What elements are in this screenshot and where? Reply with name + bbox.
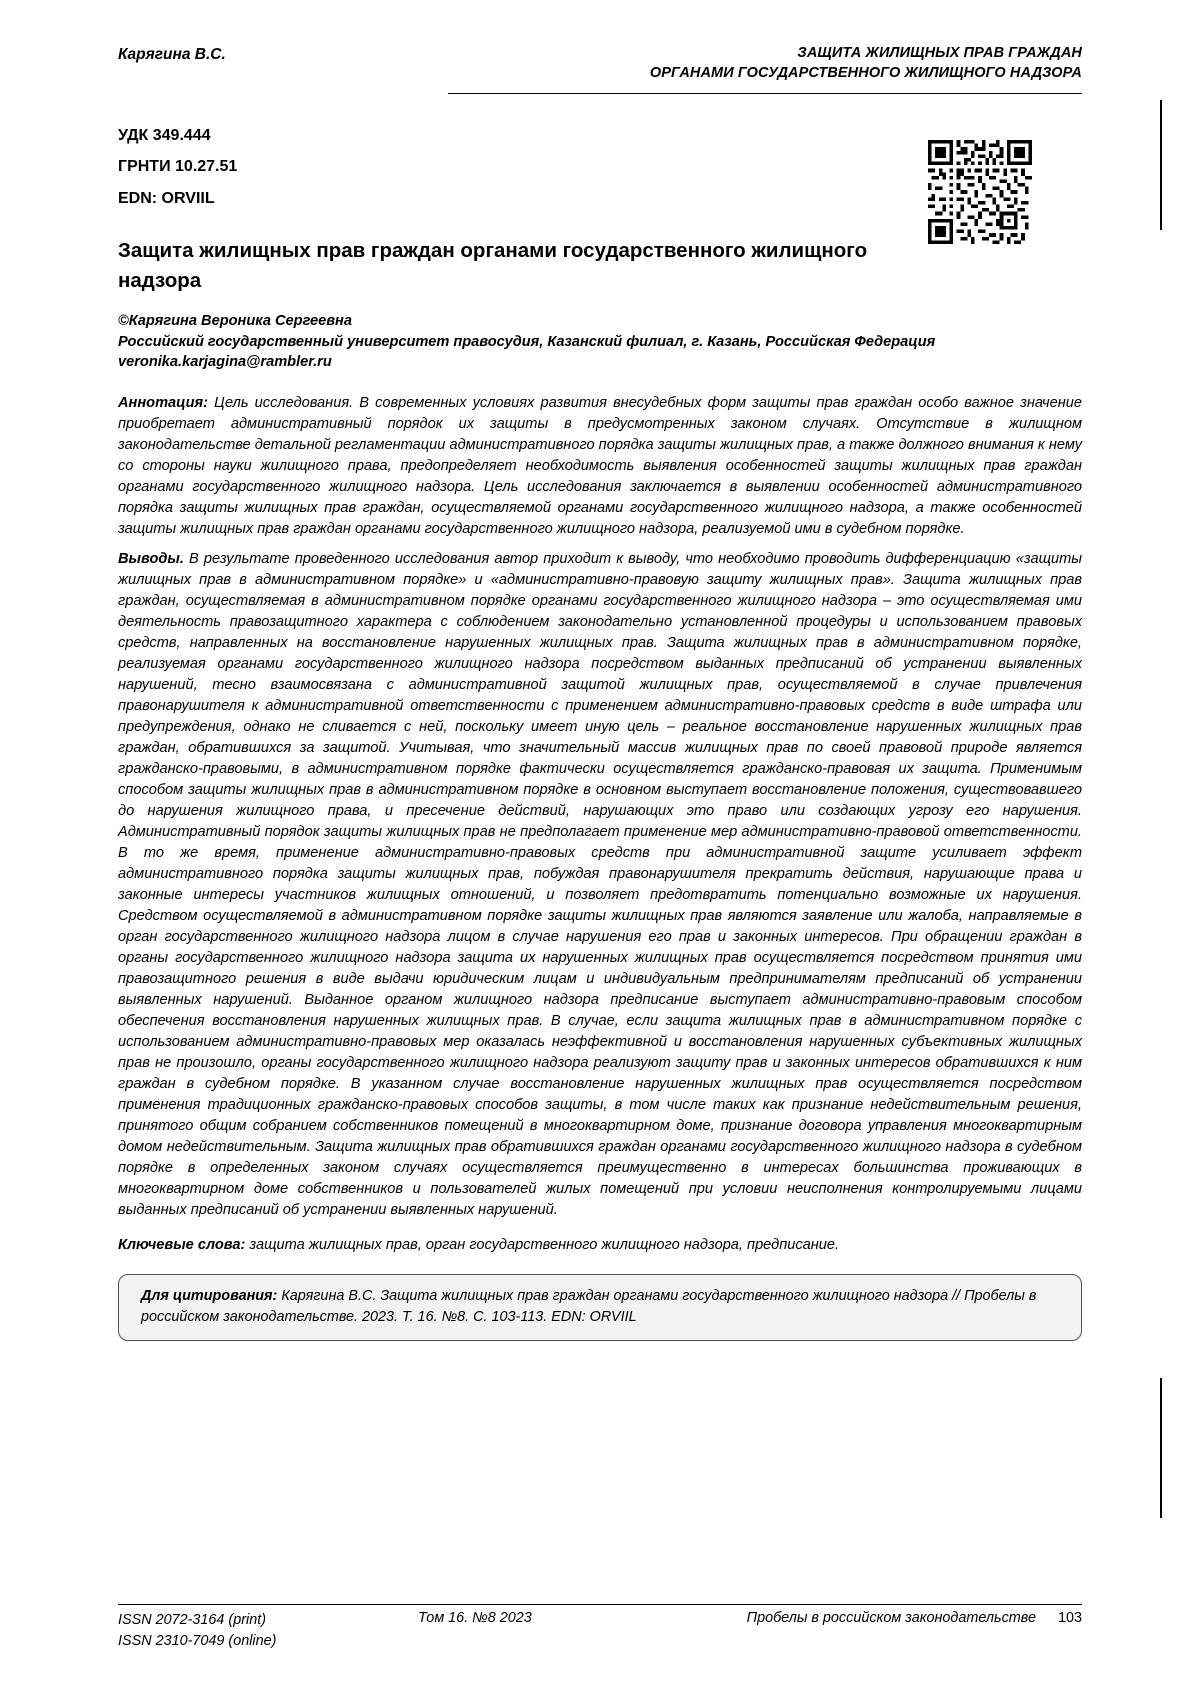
running-head-title-line2: ОРГАНАМИ ГОСУДАРСТВЕННОГО ЖИЛИЩНОГО НАДЗОРА — [649, 64, 1082, 81]
header-divider — [448, 93, 1082, 94]
running-head — [118, 44, 1082, 83]
abstract-paragraph-conclusions — [118, 549, 1082, 1221]
author-block — [118, 311, 1082, 373]
running-head-author: Карягина В.С. — [118, 46, 226, 63]
footer-divider — [118, 1604, 1082, 1605]
issn-print: ISSN 2072-3164 (print) — [118, 1611, 266, 1628]
page-footer — [118, 1610, 1082, 1653]
qr-code[interactable] — [928, 140, 1032, 244]
author-email[interactable]: veronika.karjagina@rambler.ru — [118, 354, 332, 371]
issn-online: ISSN 2310-7049 (online) — [118, 1633, 277, 1650]
abstract-label-purpose: Аннотация: — [118, 395, 208, 412]
author-affiliation: Российский государственный университет правосудия, Казанский филиал, г. Казань, Российская Федерация — [118, 333, 936, 350]
abstract-text-conclusions: В результате проведенного исследования автор приходит к выводу, что необходимо проводить дифференциацию «защиты жилищных прав в административном порядке» и «административно-правовую защиту жилищных прав». Защита жилищных прав граждан, осуществляемая в административном порядке органами государственного жилищного надзора – это осуществляемая ими деятельность правозащитного характера с соблюдением законодательно установленной процедуры и использованием правовых средств, направленных на восстановление нарушенных жилищных прав. Защита жилищных прав в административном порядке, реализуемая органами государственного жилищного надзора посредством выданных предписаний об устранении выявленных нарушений, тесно взаимосвязана с административной защитой жилищных прав, осуществляемой в случае привлечения правонарушителя к административной ответственности с применением административно-правовых средств в виде штрафа или предупреждения, однако не сливается с ней, поскольку имеет иную цель – реальное восстановление нарушенных жилищных прав граждан, обратившихся за защитой. Учитывая, что значительный массив жилищных прав по своей правовой природе является гражданско-правовыми, в административном порядке фактически осуществляется гражданско-правовая их защита. Применимым способом защиты жилищных прав в административном порядке в основном выступает восстановление положения, существовавшего до нарушения жилищного права, и пресечение действий, нарушающих это право или создающих угрозу его нарушения. Административный порядок защиты жилищных прав не предполагает применение мер административно-правовой ответственности. В то же время, применение административно-правовых средств при административной защите усиливает эффект административного порядка защиты жилищных прав, побуждая правонарушителя прекратить действия, нарушающие права и законные интересы участников жилищных отношений, и позволяет предотвратить потенциально возможные их нарушения. Средством осуществляемой в административном порядке защиты жилищных прав являются заявление или жалоба, направляемые в орган государственного жилищного надзора лицом в случае нарушения его прав и законных интересов. При обращении граждан в органы государственного жилищного надзора защита их нарушенных жилищных прав осуществляется посредством принятия ими правозащитного решения в виде выдачи юридическим лицам и индивидуальным предпринимателям предписаний об устранении выявленных нарушений. Выданное органом жилищного надзора предписание выступает административно-правовым способом обеспечения восстановления нарушенных жилищных прав. В случае, если защита жилищных прав в административном порядке с использованием административно-правовых мер оказалась неэффективной и восстановления нарушенных субъективных жилищных прав не произошло, органы государственного жилищного надзора реализуют защиту прав и законных интересов обратившихся к ним граждан в судебном порядке. В указанном случае восстановление нарушенных жилищных прав осуществляется посредством применения традиционных гражданско-правовых способов защиты, в том числе таких как признание недействительным решения, принятого общим собранием собственников помещений в многоквартирном доме, признание договора управления многоквартирным домом недействительным. Защита жилищных прав обратившихся граждан органами государственного жилищного надзора в судебном порядке в определенных законом случаях осуществляется преимущественно в интересах большинства проживающих в многоквартирном доме собственников и пользователей жилых помещений при условии неисполнения контролируемыми лицами выданных предписаний об устранении выявленных нарушений. — [118, 551, 1082, 1219]
author-name: ©Карягина Вероника Сергеевна — [118, 312, 352, 329]
citation-box — [118, 1274, 1082, 1341]
footer-journal-title: Пробелы в российском законодательстве — [746, 1609, 1036, 1626]
citation-label: Для цитирования: — [141, 1288, 278, 1305]
abstract-text-purpose: Цель исследования. В современных условиях развития внесудебных форм защиты прав граждан особо важное значение приобретает административный порядок их защиты в предусмотренных законом случаях. Отсутствие в жилищном законодательстве детальной регламентации административного порядка защиты жилищных прав, а также должного внимания к нему со стороны науки жилищного права, предопределяет необходимость выявления особенностей защиты жилищных прав граждан органами государственного жилищного надзора. Цель исследования заключается в выявлении особенностей административного порядка защиты жилищных прав граждан, осуществляемой органами государственного жилищного надзора, а также особенностей защиты жилищных прав граждан органами государственного жилищного надзора, реализуемой ими в судебном порядке. — [118, 395, 1082, 538]
footer-volume: Том 16. №8 2023 — [418, 1609, 532, 1626]
grnti-code: ГРНТИ 10.27.51 — [118, 158, 238, 176]
keywords-section — [118, 1235, 1082, 1256]
margin-mark-bottom — [1160, 1378, 1162, 1518]
citation-text: Карягина В.С. Защита жилищных прав граждан органами государственного жилищного надзора // Пробелы в российском законодательстве. 2023. Т. 16. №8. С. 103-113. EDN: ORVIIL — [141, 1288, 1037, 1326]
running-head-title — [650, 44, 1082, 83]
running-head-title-line1: ЗАЩИТА ЖИЛИЩНЫХ ПРАВ ГРАЖДАН — [797, 45, 1082, 61]
qr-code-icon — [928, 140, 1032, 244]
page-title: Защита жилищных прав граждан органами государственного жилищного надзора — [118, 238, 868, 293]
footer-journal-wrap — [668, 1610, 1082, 1626]
keywords-text: защита жилищных прав, орган государственного жилищного надзора, предписание. — [245, 1237, 840, 1254]
abstract-paragraph-purpose — [118, 393, 1082, 540]
footer-issn — [118, 1610, 418, 1653]
keywords-label: Ключевые слова: — [118, 1237, 246, 1254]
udk-code: УДК 349.444 — [118, 127, 211, 145]
abstract-label-conclusions: Выводы. — [118, 551, 184, 568]
margin-mark-top — [1160, 100, 1162, 230]
abstract-section — [118, 393, 1082, 1221]
footer-page-number: 103 — [1057, 1609, 1082, 1626]
edn-code: EDN: ORVIIL — [118, 189, 215, 207]
